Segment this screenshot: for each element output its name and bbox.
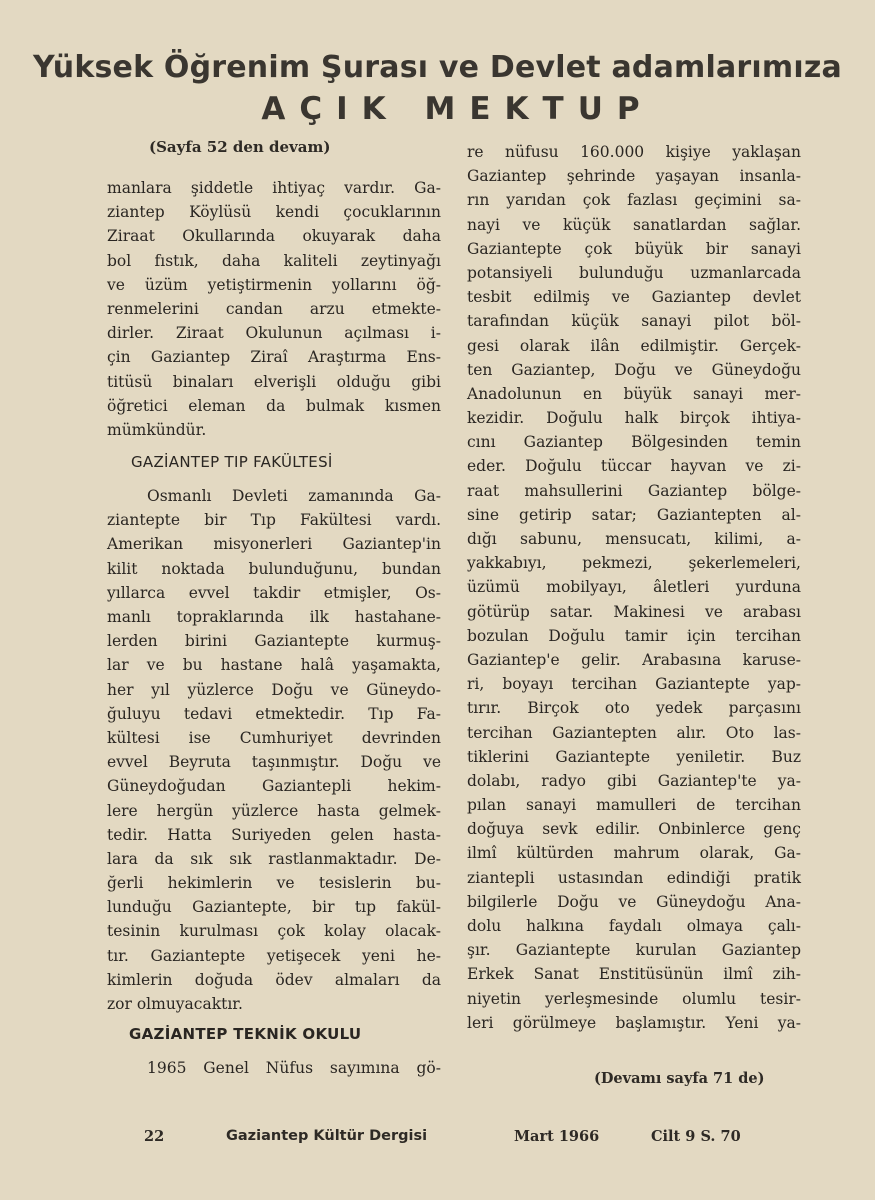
text-line: dolabı, radyo gibi Gaziantep'te ya-: [467, 771, 801, 790]
magazine-name: Gaziantep Kültür Dergisi: [226, 1128, 428, 1144]
text-line: çin Gaziantep Ziraî Araştırma Ens-: [107, 348, 441, 367]
text-line: eder. Doğulu tüccar hayvan ve zi-: [467, 457, 801, 476]
text-line: lerden birini Gaziantepte kurmuş-: [107, 632, 441, 651]
right-column: [467, 140, 801, 1035]
text-line: öğretici eleman da bulmak kısmen: [107, 396, 441, 415]
text-line: tırır. Birçok oto yedek parçasını: [467, 699, 801, 718]
text-line: dolu halkına faydalı olmaya çalı-: [467, 917, 801, 935]
text-line: niyetin yerleşmesinde olumlu tesir-: [467, 989, 801, 1008]
text-line: leri görülmeye başlamıştır. Yeni ya-: [467, 1013, 801, 1032]
text-line: mümkündür.: [107, 420, 207, 439]
text-line: pılan sanayi mamulleri de tercihan: [467, 796, 801, 815]
text-line: sine getirip satar; Gaziantepten al-: [467, 505, 801, 524]
page-number: 22: [144, 1128, 165, 1145]
text-line: Ziraat Okullarında okuyarak daha: [107, 227, 441, 246]
section-heading-teknik-okulu: GAZİANTEP TEKNİK OKULU: [129, 1025, 362, 1044]
paragraph-tip-fakultesi: [107, 484, 441, 1016]
text-line: tesinin kurulması çok kolay olacak-: [107, 922, 441, 941]
continued-from-note: (Sayfa 52 den devam): [149, 138, 331, 156]
text-line: kültesi ise Cumhuriyet devrinden: [107, 728, 441, 747]
text-line: ri, boyayı tercihan Gaziantepte yap-: [467, 675, 801, 694]
paragraph-ziraat: [107, 176, 441, 442]
text-line: ğuluyu tedavi etmektedir. Tıp Fa-: [107, 704, 441, 723]
text-line: kilit noktada bulunduğunu, bundan: [107, 559, 441, 578]
text-line: tiklerini Gaziantepte yeniletir. Buz: [467, 747, 801, 766]
article-subtitle: AÇIK MEKTUP: [261, 91, 654, 127]
text-line: her yıl yüzlerce Doğu ve Güneydo-: [107, 680, 441, 699]
text-line: Erkek Sanat Enstitüsünün ilmî zih-: [467, 965, 801, 984]
text-line: bilgilerle Doğu ve Güneydoğu Ana-: [467, 892, 801, 911]
text-line: Gaziantep'e gelir. Arabasına karuse-: [467, 650, 801, 669]
text-line: ziantepli ustasından edindiği pratik: [467, 868, 801, 887]
continued-to-note: (Devamı sayfa 71 de): [594, 1070, 765, 1087]
text-line: manlı topraklarında ilk hastahane-: [107, 608, 441, 626]
text-line: gesi olarak ilân edilmiştir. Gerçek-: [467, 336, 801, 355]
text-line: Güneydoğudan Gaziantepli hekim-: [107, 777, 441, 796]
text-line: şır. Gaziantepte kurulan Gaziantep: [467, 941, 801, 960]
text-line: Gaziantepte çok büyük bir sanayi: [467, 239, 801, 258]
volume-issue: Cilt 9 S. 70: [651, 1128, 741, 1145]
text-line: Gaziantep şehrinde yaşayan insanla-: [467, 167, 801, 186]
text-line: lar ve bu hastane halâ yaşamakta,: [107, 656, 441, 675]
text-line: titüsü binaları elverişli olduğu gibi: [107, 372, 441, 391]
text-line: Anadolunun en büyük sanayi mer-: [467, 384, 801, 403]
text-line: tesbit edilmiş ve Gaziantep devlet: [467, 288, 801, 307]
text-line: ten Gaziantep, Doğu ve Güneydoğu: [467, 360, 801, 379]
text-line: tercihan Gaziantepten alır. Oto las-: [467, 723, 801, 742]
text-line: yıllarca evvel takdir etmişler, Os-: [107, 583, 441, 602]
text-line: dirler. Ziraat Okulunun açılması i-: [107, 324, 441, 343]
text-line: kezidir. Doğulu halk birçok ihtiya-: [467, 409, 801, 428]
text-line: bozulan Doğulu tamir için tercihan: [467, 626, 801, 645]
text-line: cını Gaziantep Bölgesinden temin: [467, 433, 801, 452]
text-line: lara da sık sık rastlanmaktadır. De-: [107, 849, 441, 868]
text-line: ilmî kültürden mahrum olarak, Ga-: [467, 844, 801, 863]
text-line: nayi ve küçük sanatlardan sağlar.: [467, 215, 801, 234]
text-line: ve üzüm yetiştirmenin yollarını öğ-: [107, 275, 441, 294]
article-title: Yüksek Öğrenim Şurası ve Devlet adamlarımıza: [33, 50, 842, 85]
text-line: üzümü mobilyayı, âletleri yurduna: [467, 578, 801, 597]
text-line: yakkabıyı, pekmezi, şekerlemeleri,: [467, 554, 801, 573]
text-line: renmelerini candan arzu etmekte-: [107, 299, 441, 318]
text-line: tarafından küçük sanayi pilot böl-: [467, 312, 801, 331]
section-heading-tip-fakultesi: GAZİANTEP TIP FAKÜLTESİ: [131, 453, 333, 472]
text-line: raat mahsullerini Gaziantep bölge-: [467, 481, 801, 500]
text-line: ziantep Köylüsü kendi çocuklarının: [107, 203, 441, 222]
text-line: re nüfusu 160.000 kişiye yaklaşan: [467, 143, 801, 161]
text-line: tedir. Hatta Suriyeden gelen hasta-: [107, 825, 441, 844]
text-line: kimlerin doğuda ödev almaları da: [107, 970, 441, 989]
text-line: evvel Beyruta taşınmıştır. Doğu ve: [107, 753, 441, 772]
text-line: potansiyeli bulunduğu uzmanlarcada: [467, 263, 801, 282]
text-line: Amerikan misyonerleri Gaziantep'in: [107, 535, 441, 554]
left-column: [107, 137, 441, 1080]
text-line: doğuya sevk edilir. Onbinlerce genç: [467, 820, 801, 839]
text-line: manlara şiddetle ihtiyaç vardır. Ga-: [107, 179, 441, 197]
text-line: ziantepte bir Tıp Fakültesi vardı.: [107, 511, 441, 530]
text-line: lunduğu Gaziantepte, bir tıp fakül-: [107, 898, 441, 917]
text-line: tır. Gaziantepte yetişecek yeni he-: [107, 946, 441, 965]
text-line: rın yarıdan çok fazlası geçimini sa-: [467, 191, 801, 210]
text-line: ğerli hekimlerin ve tesislerin bu-: [107, 874, 441, 893]
text-line: zor olmuyacaktır.: [107, 995, 243, 1013]
text-line: dığı sabunu, mensucatı, kilimi, a-: [467, 530, 801, 548]
text-line: Osmanlı Devleti zamanında Ga-: [147, 487, 441, 506]
text-line: lere hergün yüzlerce hasta gelmek-: [107, 801, 441, 820]
issue-date: Mart 1966: [514, 1128, 600, 1145]
text-line: bol fıstık, daha kaliteli zeytinyağı: [107, 251, 441, 270]
text-line: 1965 Genel Nüfus sayımına gö-: [147, 1059, 441, 1078]
text-line: götürüp satar. Makinesi ve arabası: [467, 602, 801, 621]
